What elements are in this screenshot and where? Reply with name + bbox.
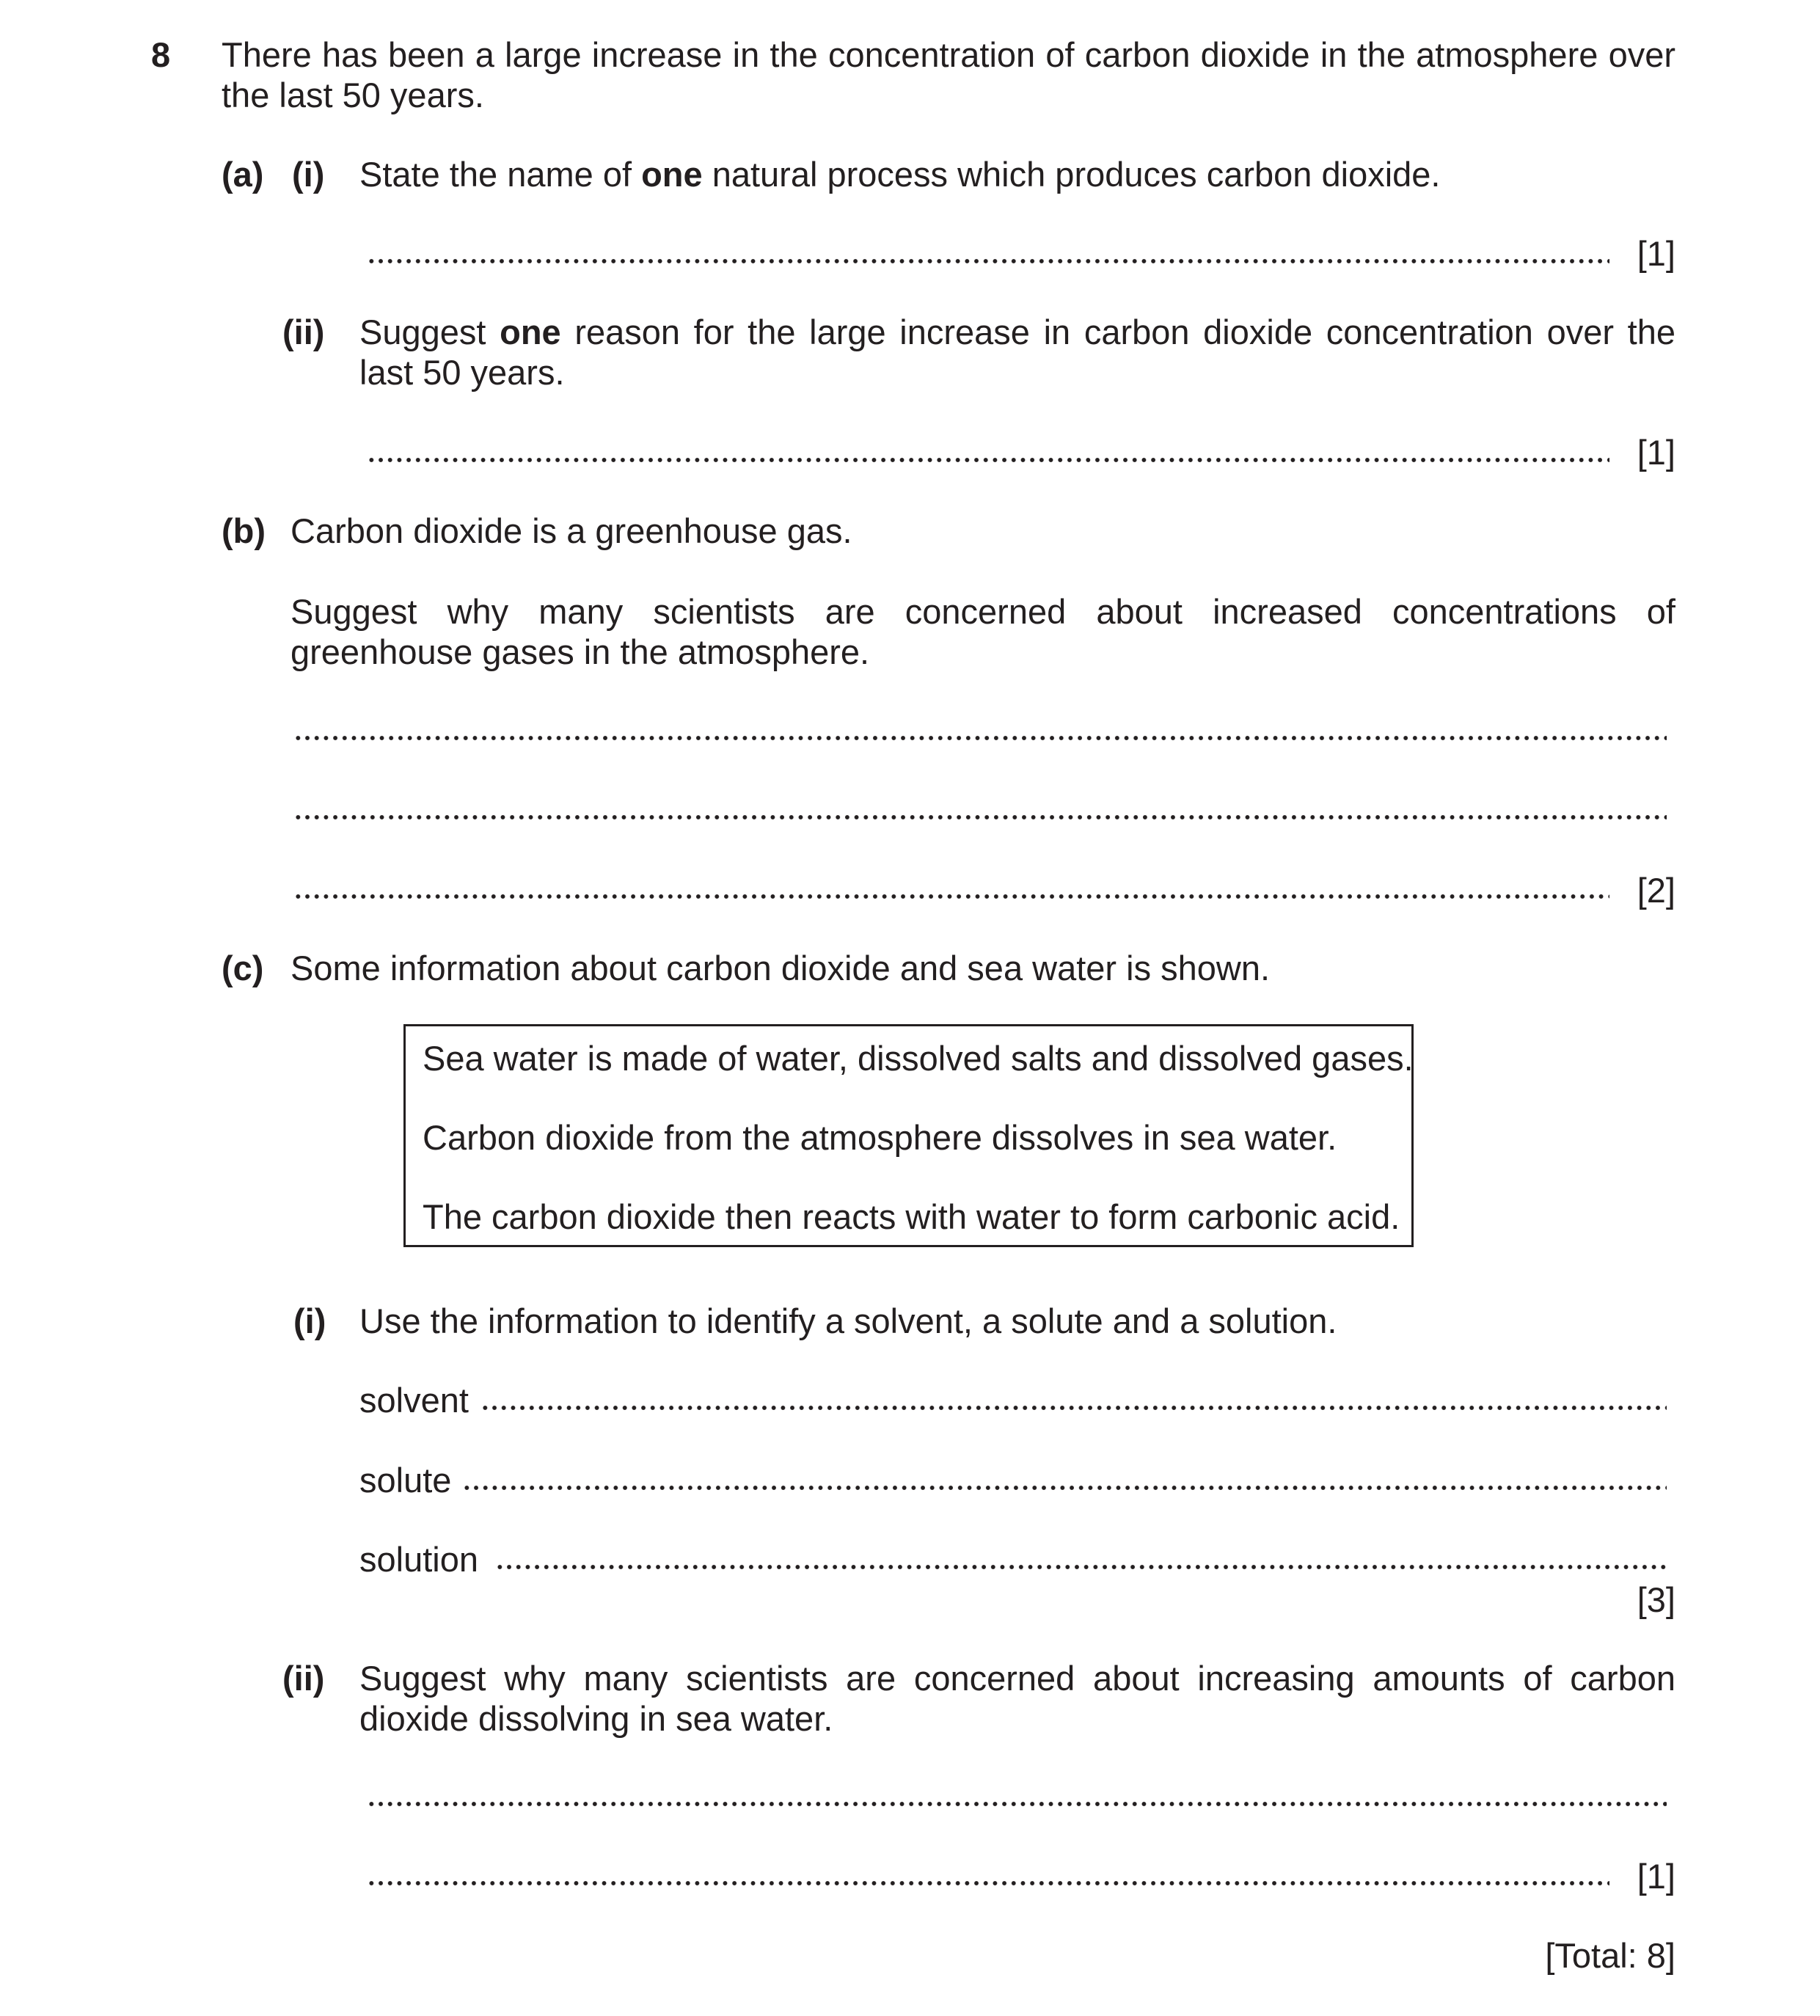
marks-a-i: [1] (1637, 234, 1675, 273)
answer-line-c-ii-2[interactable] (367, 1879, 1609, 1888)
marks-c-ii: [1] (1637, 1857, 1675, 1896)
marks-c-i: [3] (1637, 1580, 1675, 1619)
answer-line-solvent[interactable] (480, 1403, 1667, 1412)
total-marks: [Total: 8] (1545, 1936, 1675, 1975)
marks-b: [2] (1637, 871, 1675, 910)
part-a-i-question (359, 154, 1440, 194)
answer-line-b-2[interactable] (293, 813, 1667, 822)
part-a-ii-label: (ii) (282, 313, 325, 351)
info-box-line-1: Sea water is made of water, dissolved salts and dissolved gases. (423, 1039, 1414, 1078)
part-a-i-emphasis: one (641, 155, 703, 194)
part-c-ii-question: Suggest why many scientists are concerned about increasing amounts of carbon dioxide dissolving in sea water. (359, 1659, 1675, 1738)
field-label-solvent: solvent (359, 1381, 469, 1420)
info-box-line-3: The carbon dioxide then reacts with water to form carbonic acid. (423, 1197, 1400, 1236)
answer-line-b-3[interactable] (293, 892, 1609, 901)
part-b-statement: Carbon dioxide is a greenhouse gas. (290, 511, 852, 550)
answer-line-a-ii[interactable] (367, 456, 1609, 464)
part-b-label: (b) (222, 511, 266, 550)
part-a-i-label: (i) (292, 155, 325, 194)
field-label-solute: solute (359, 1461, 452, 1500)
info-box (403, 1024, 1414, 1247)
field-label-solution: solution (359, 1540, 478, 1579)
answer-line-b-1[interactable] (293, 734, 1667, 742)
marks-a-ii: [1] (1637, 433, 1675, 472)
part-a-ii-text-after: reason for the large increase in carbon dioxide concentration over the last 50 years. (359, 313, 1675, 392)
part-a-label: (a) (222, 155, 264, 194)
answer-line-solute[interactable] (462, 1483, 1667, 1492)
part-a-ii-question (359, 312, 1675, 392)
part-c-i-question: Use the information to identify a solvent, a solute and a solution. (359, 1301, 1337, 1340)
question-intro: There has been a large increase in the concentration of carbon dioxide in the atmosphere over the last 50 years. (222, 35, 1675, 114)
part-a-ii-emphasis: one (500, 313, 561, 351)
part-a-i-text-before: State the name of (359, 155, 642, 194)
part-a-i-text-after: natural process which produces carbon dioxide. (702, 155, 1441, 194)
part-c-label: (c) (222, 949, 264, 987)
answer-line-a-i[interactable] (367, 257, 1609, 266)
part-c-ii-label: (ii) (282, 1659, 325, 1698)
part-a-ii-text-before: Suggest (359, 313, 500, 351)
answer-line-solution[interactable] (495, 1563, 1667, 1571)
question-number: 8 (151, 35, 171, 74)
part-c-i-label: (i) (293, 1301, 326, 1340)
info-box-line-2: Carbon dioxide from the atmosphere dissolves in sea water. (423, 1118, 1337, 1157)
answer-line-c-ii-1[interactable] (367, 1800, 1667, 1808)
part-b-prompt: Suggest why many scientists are concerned about increased concentrations of greenhouse gases in the atmosphere. (290, 592, 1675, 671)
part-c-statement: Some information about carbon dioxide and sea water is shown. (290, 949, 1271, 987)
